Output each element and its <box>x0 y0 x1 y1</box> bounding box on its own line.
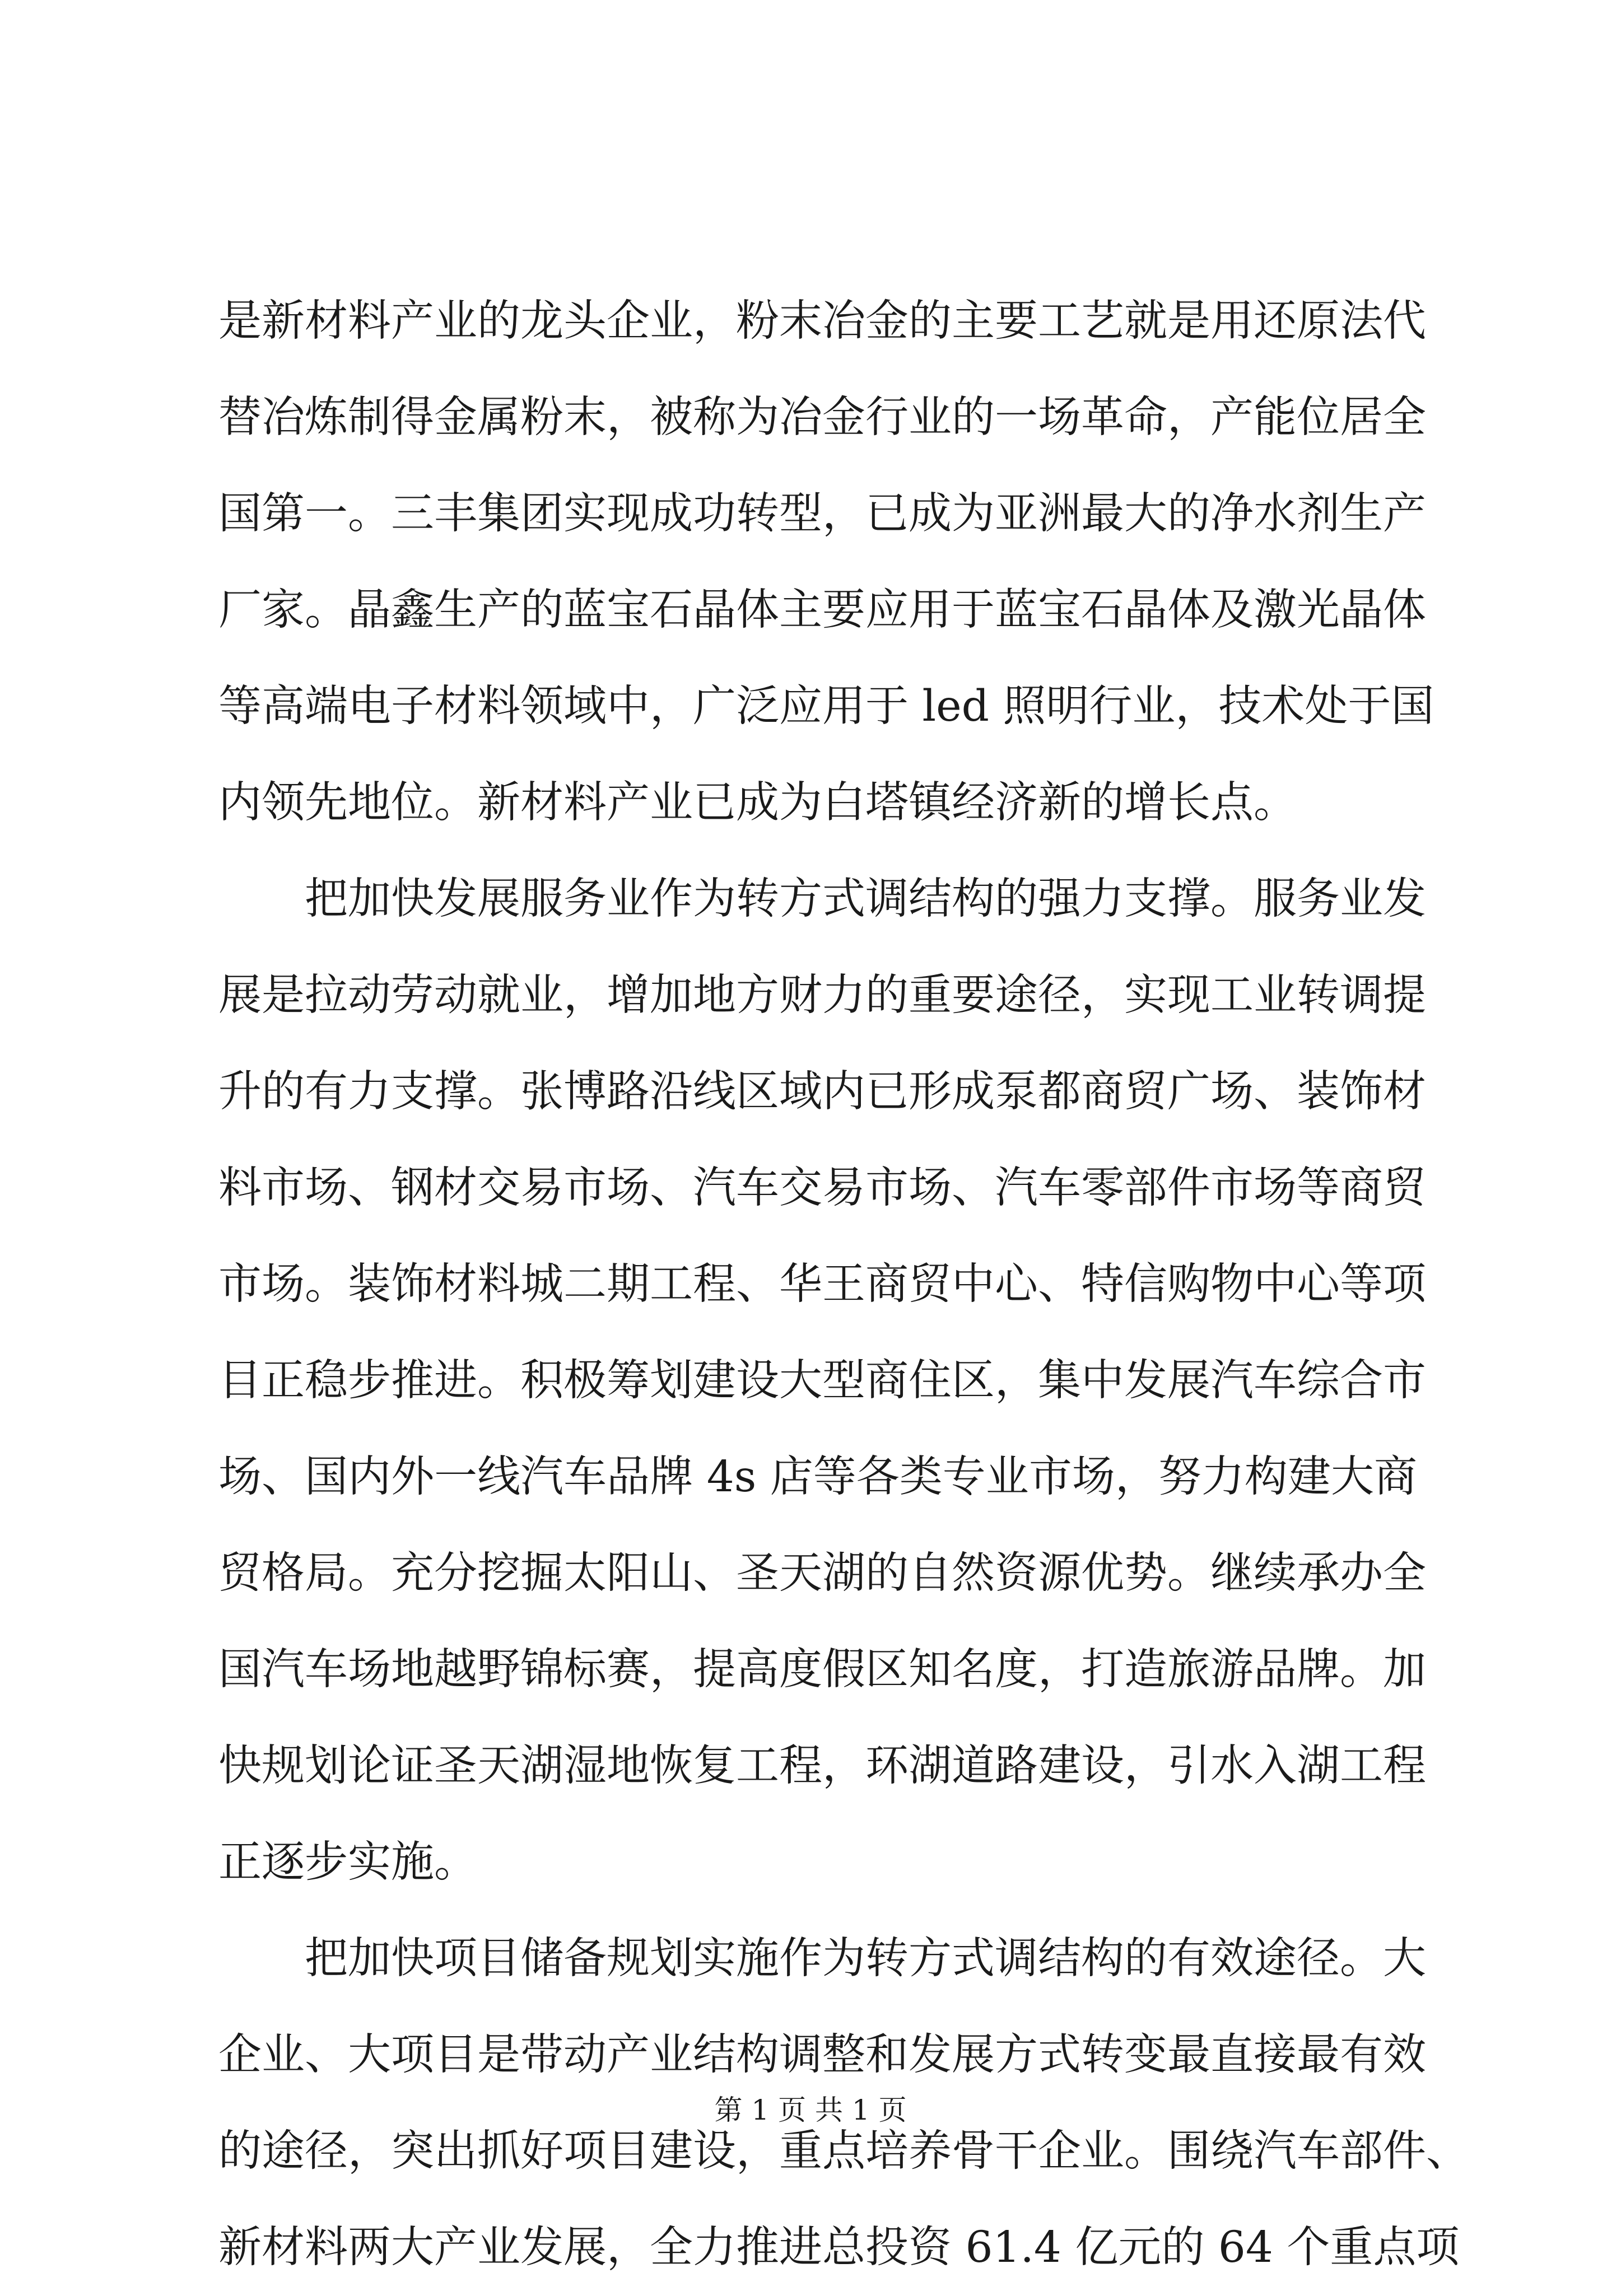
paragraph-2 <box>218 851 1426 1911</box>
text-line: 的途径，突出抓好项目建设，重点培养骨干企业。围绕汽车部件、 <box>218 2126 1469 2176</box>
text-line: 把加快发展服务业作为转方式调结构的强力支撑。服务业发 <box>305 874 1426 924</box>
text-line: 国第一。三丰集团实现成功转型，已成为亚洲最大的净水剂生产 <box>218 489 1426 539</box>
text-line: 国汽车场地越野锦标赛，提高度假区知名度，打造旅游品牌。加 <box>218 1645 1426 1695</box>
text-line: 内领先地位。新材料产业已成为白塔镇经济新的增长点。 <box>218 778 1297 828</box>
text-line: 目正稳步推进。积极筹划建设大型商住区，集中发展汽车综合市 <box>218 1356 1426 1406</box>
text-line: 把加快项目储备规划实施作为转方式调结构的有效途径。大 <box>305 1934 1426 1984</box>
document-body <box>218 273 1469 2296</box>
text-line: 贸格局。充分挖掘太阳山、圣天湖的自然资源优势。继续承办全 <box>218 1548 1426 1598</box>
text-line: 市场。装饰材料城二期工程、华王商贸中心、特信购物中心等项 <box>218 1259 1426 1309</box>
text-line: 场、国内外一线汽车品牌 4s 店等各类专业市场，努力构建大商 <box>218 1452 1417 1502</box>
text-line: 展是拉动劳动就业，增加地方财力的重要途径，实现工业转调提 <box>218 970 1426 1020</box>
page-number-footer: 第 1 页 共 1 页 <box>714 2094 907 2126</box>
text-line: 替冶炼制得金属粉末，被称为冶金行业的一场革命，产能位居全 <box>218 393 1426 442</box>
text-line: 料市场、钢材交易市场、汽车交易市场、汽车零部件市场等商贸 <box>218 1163 1426 1213</box>
text-line: 等高端电子材料领域中，广泛应用于 led 照明行业，技术处于国 <box>218 682 1434 731</box>
text-line: 快规划论证圣天湖湿地恢复工程，环湖道路建设，引水入湖工程 <box>218 1741 1426 1791</box>
text-line: 是新材料产业的龙头企业，粉末冶金的主要工艺就是用还原法代 <box>218 296 1426 346</box>
text-line: 正逐步实施。 <box>218 1837 477 1887</box>
text-line: 企业、大项目是带动产业结构调整和发展方式转变最直接最有效 <box>218 2030 1426 2080</box>
text-line: 新材料两大产业发展，全力推进总投资 61.4 亿元的 64 个重点项 <box>218 2223 1460 2272</box>
paragraph-1 <box>218 273 1434 851</box>
text-line: 升的有力支撑。张博路沿线区域内已形成泵都商贸广场、装饰材 <box>218 1067 1426 1117</box>
text-line: 厂家。晶鑫生产的蓝宝石晶体主要应用于蓝宝石晶体及激光晶体 <box>218 585 1426 635</box>
